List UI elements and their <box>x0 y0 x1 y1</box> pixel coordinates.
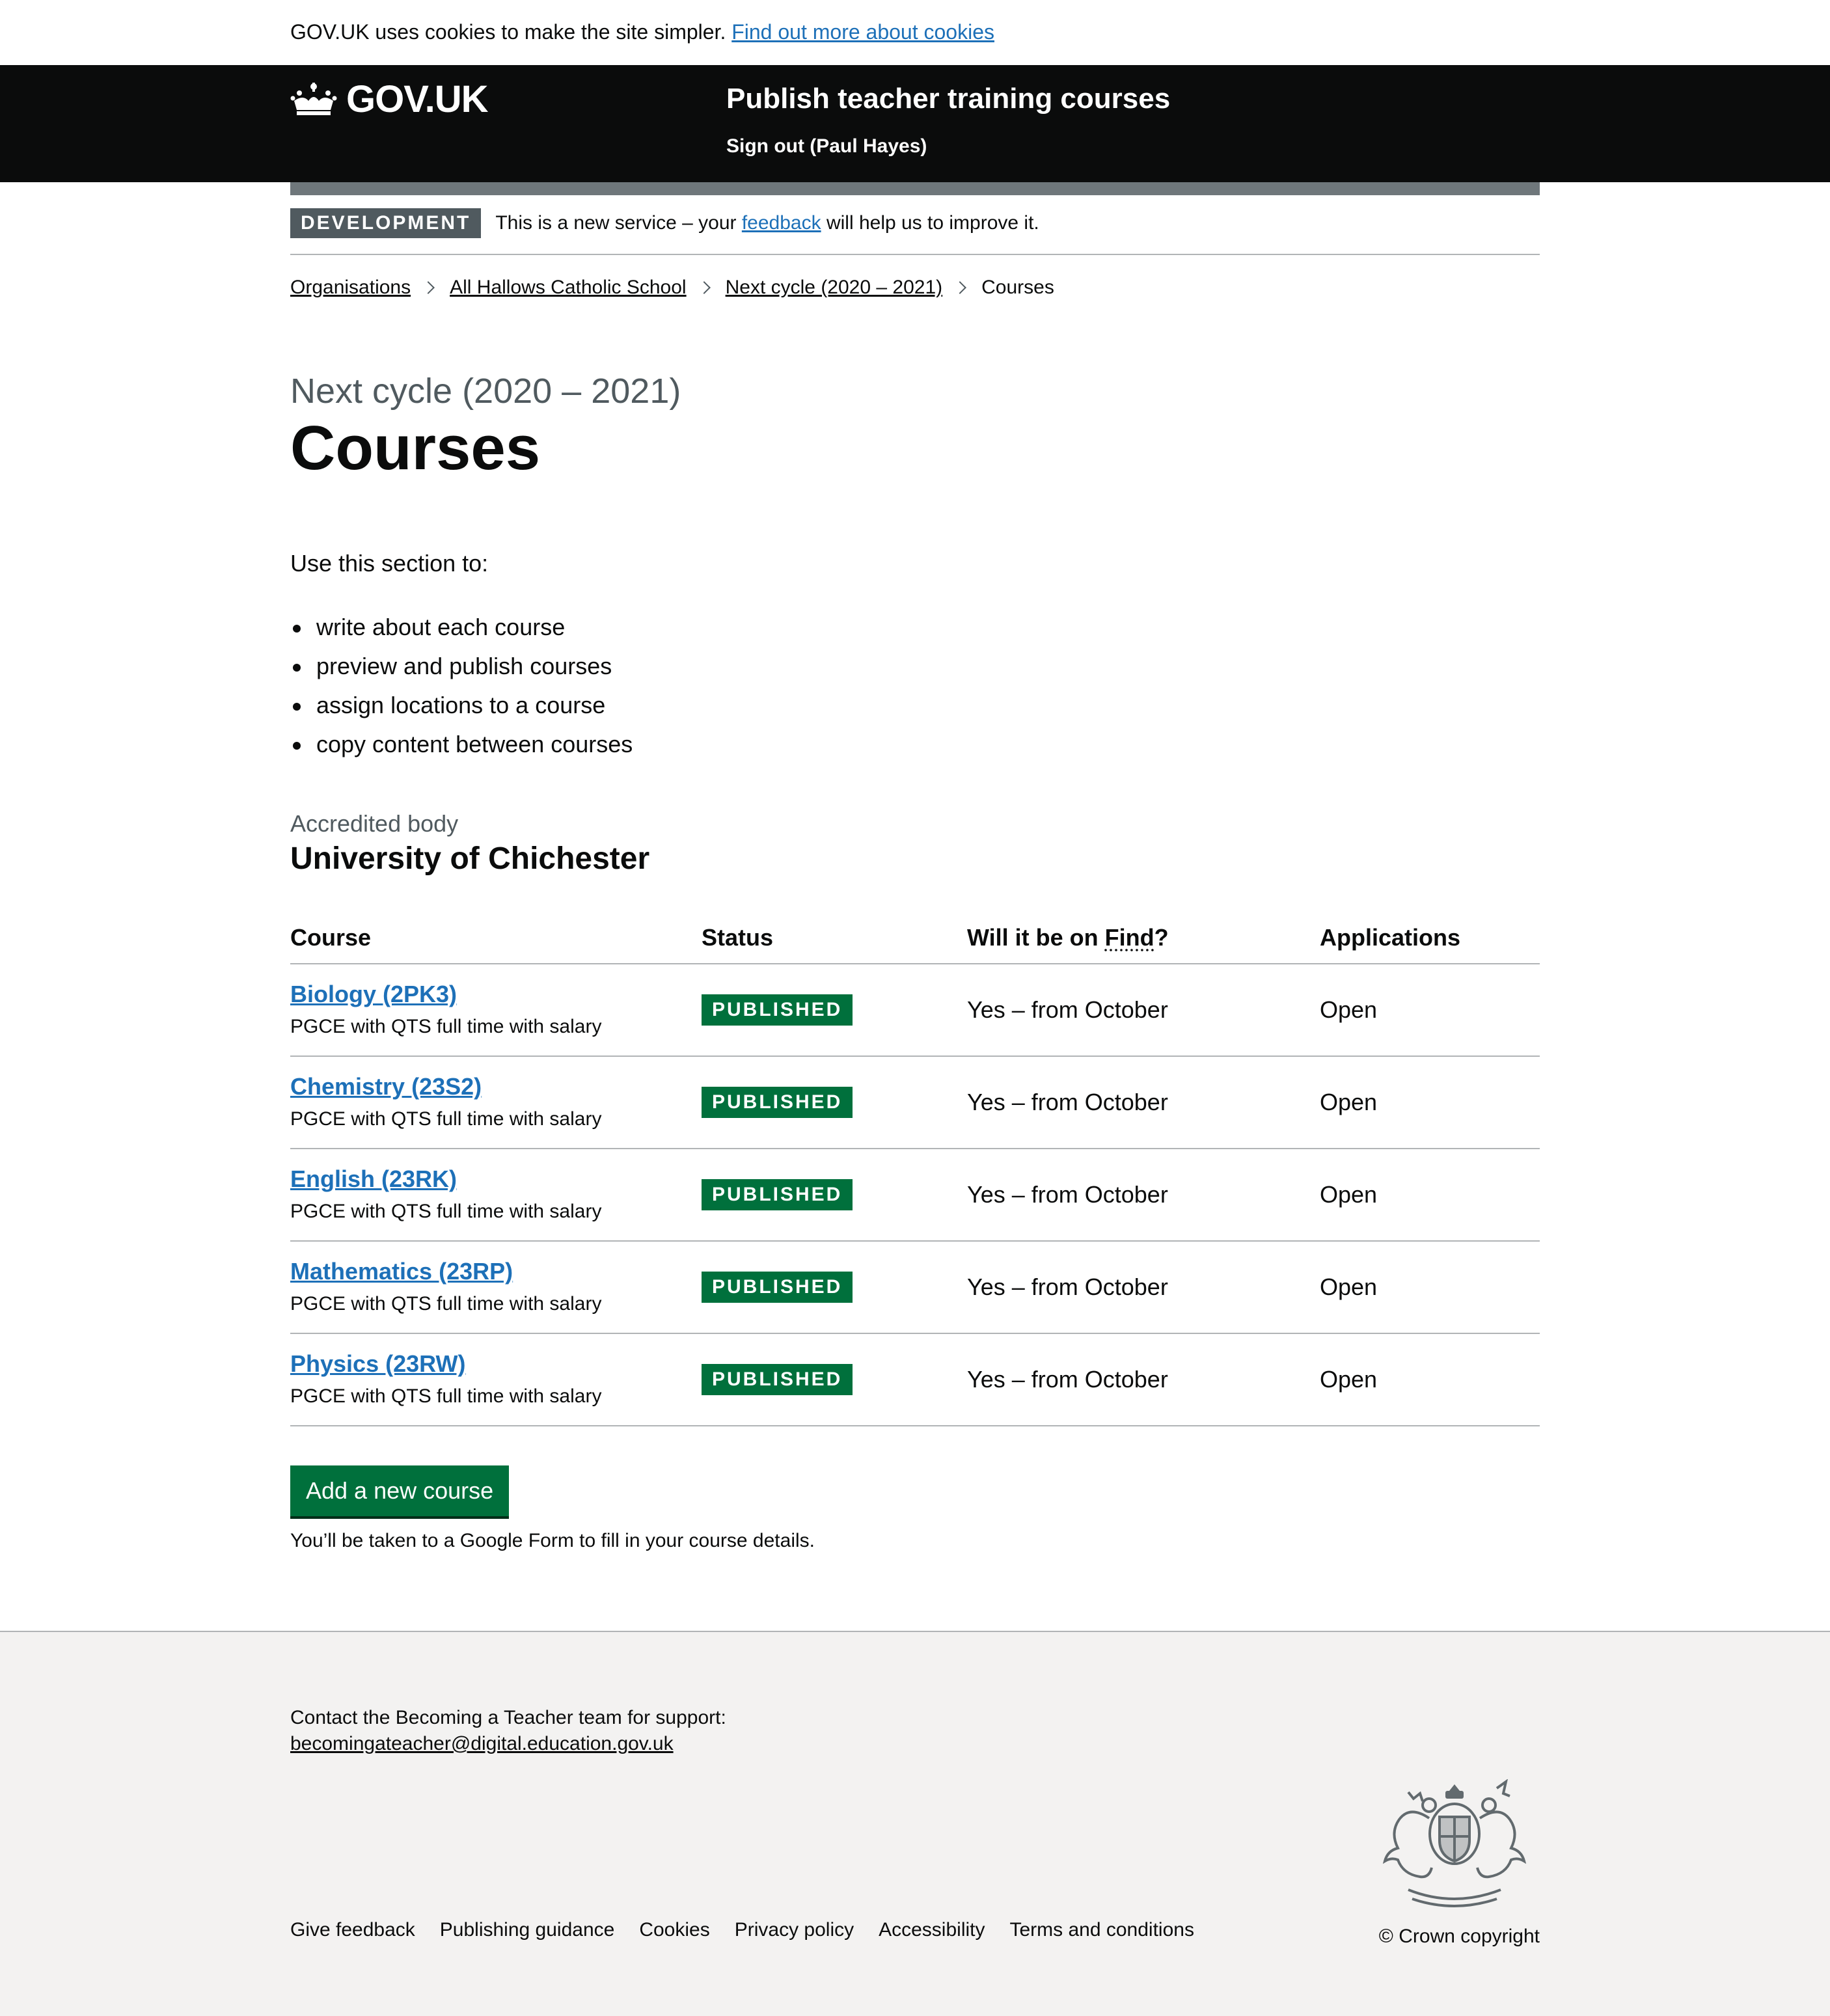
table-row <box>290 1057 1540 1149</box>
status-badge: PUBLISHED <box>702 1179 853 1210</box>
find-cell: Yes – from October <box>967 996 1168 1023</box>
header-find <box>967 924 1320 951</box>
course-cell <box>290 1348 702 1411</box>
site-header <box>0 65 1830 182</box>
table-row <box>290 1149 1540 1242</box>
course-link-biology[interactable]: Biology (2PK3) <box>290 981 458 1007</box>
phase-tag: DEVELOPMENT <box>290 208 481 238</box>
add-course-hint: You’ll be taken to a Google Form to fill in your course details. <box>290 1530 815 1551</box>
support-email-link[interactable]: becomingateacher@digital.education.gov.uk <box>290 1733 674 1754</box>
header-status: Status <box>702 924 774 951</box>
footer-link-accessibility[interactable]: Accessibility <box>879 1919 985 1941</box>
support-text: Contact the Becoming a Teacher team for support: <box>290 1707 726 1728</box>
cookie-banner-text: GOV.UK uses cookies to make the site simpler. <box>290 20 726 44</box>
chevron-right-icon <box>422 281 435 294</box>
course-subtitle: PGCE with QTS full time with salary <box>290 1201 602 1222</box>
course-link-physics[interactable]: Physics (23RW) <box>290 1350 466 1377</box>
phase-banner-text <box>495 208 1039 238</box>
list-item: preview and publish courses <box>290 647 633 686</box>
status-cell <box>702 1364 967 1395</box>
course-link-mathematics[interactable]: Mathematics (23RP) <box>290 1258 513 1285</box>
govuk-logo-link[interactable] <box>290 77 487 122</box>
course-link-chemistry[interactable]: Chemistry (23S2) <box>290 1073 482 1100</box>
status-badge: PUBLISHED <box>702 1272 853 1303</box>
course-subtitle: PGCE with QTS full time with salary <box>290 1385 602 1407</box>
sign-out-link[interactable]: Sign out (Paul Hayes) <box>726 135 927 157</box>
breadcrumb <box>290 273 1054 302</box>
crown-icon <box>290 81 337 118</box>
phase-banner <box>290 208 1540 255</box>
service-name-link[interactable]: Publish teacher training courses <box>726 83 1171 115</box>
find-cell: Yes – from October <box>967 1274 1168 1300</box>
table-row <box>290 1334 1540 1426</box>
table-row <box>290 964 1540 1057</box>
course-cell <box>290 1256 702 1318</box>
breadcrumb-school[interactable]: All Hallows Catholic School <box>450 277 687 298</box>
find-abbreviation: Find <box>1104 924 1154 951</box>
list-item: copy content between courses <box>290 725 633 764</box>
applications-cell: Open <box>1320 996 1378 1023</box>
status-cell <box>702 1272 967 1303</box>
footer-link-give-feedback[interactable]: Give feedback <box>290 1919 415 1941</box>
course-cell <box>290 979 702 1041</box>
table-row <box>290 1242 1540 1334</box>
course-link-english[interactable]: English (23RK) <box>290 1165 458 1192</box>
logo-text: GOV.UK <box>346 78 488 120</box>
course-cell <box>290 1164 702 1226</box>
status-badge: PUBLISHED <box>702 994 853 1026</box>
footer-link-terms[interactable]: Terms and conditions <box>1009 1919 1194 1941</box>
status-cell <box>702 994 967 1026</box>
breadcrumb-organisations[interactable]: Organisations <box>290 277 411 298</box>
applications-cell: Open <box>1320 1181 1378 1208</box>
find-cell: Yes – from October <box>967 1089 1168 1115</box>
status-cell <box>702 1179 967 1210</box>
applications-cell: Open <box>1320 1366 1378 1393</box>
phase-text-after: will help us to improve it. <box>826 212 1039 234</box>
site-footer <box>0 1631 1830 2016</box>
status-cell <box>702 1087 967 1118</box>
footer-link-publishing-guidance[interactable]: Publishing guidance <box>439 1919 615 1941</box>
intro-list <box>290 608 633 764</box>
list-item: assign locations to a course <box>290 686 633 725</box>
accredited-body-name: University of Chichester <box>290 841 650 876</box>
breadcrumb-cycle[interactable]: Next cycle (2020 – 2021) <box>725 277 943 298</box>
header-stripe <box>290 182 1540 195</box>
find-cell: Yes – from October <box>967 1181 1168 1208</box>
chevron-right-icon <box>698 281 711 294</box>
course-cell <box>290 1071 702 1134</box>
footer-links <box>290 1917 1194 1943</box>
footer-support <box>290 1705 726 1757</box>
add-new-course-button[interactable]: Add a new course <box>290 1465 509 1516</box>
intro-text: Use this section to: <box>290 550 489 577</box>
crown-copyright-link[interactable]: © Crown copyright <box>1378 1926 1540 1947</box>
footer-link-privacy-policy[interactable]: Privacy policy <box>734 1919 854 1941</box>
chevron-right-icon <box>953 281 966 294</box>
course-subtitle: PGCE with QTS full time with salary <box>290 1293 602 1314</box>
header-find-suffix: ? <box>1154 924 1169 951</box>
status-badge: PUBLISHED <box>702 1364 853 1395</box>
header-applications: Applications <box>1320 924 1461 951</box>
royal-coat-of-arms-icon <box>1369 1779 1540 1914</box>
applications-cell: Open <box>1320 1274 1378 1300</box>
phase-text-before: This is a new service – your <box>495 212 737 234</box>
applications-cell: Open <box>1320 1089 1378 1115</box>
courses-table <box>290 912 1540 1426</box>
status-badge: PUBLISHED <box>702 1087 853 1118</box>
header-course: Course <box>290 924 372 951</box>
find-cell: Yes – from October <box>967 1366 1168 1393</box>
cookie-info-link[interactable]: Find out more about cookies <box>731 20 994 44</box>
course-subtitle: PGCE with QTS full time with salary <box>290 1016 602 1037</box>
feedback-link[interactable]: feedback <box>741 212 821 234</box>
breadcrumb-current: Courses <box>981 277 1054 298</box>
page-caption: Next cycle (2020 – 2021) <box>290 372 681 411</box>
footer-link-cookies[interactable]: Cookies <box>639 1919 710 1941</box>
page-title: Courses <box>290 413 541 483</box>
course-subtitle: PGCE with QTS full time with salary <box>290 1108 602 1130</box>
cookie-banner <box>0 0 1830 65</box>
header-find-prefix: Will it be on <box>967 924 1099 951</box>
accredited-body-caption: Accredited body <box>290 810 459 837</box>
list-item: write about each course <box>290 608 633 647</box>
table-header-row <box>290 912 1540 964</box>
